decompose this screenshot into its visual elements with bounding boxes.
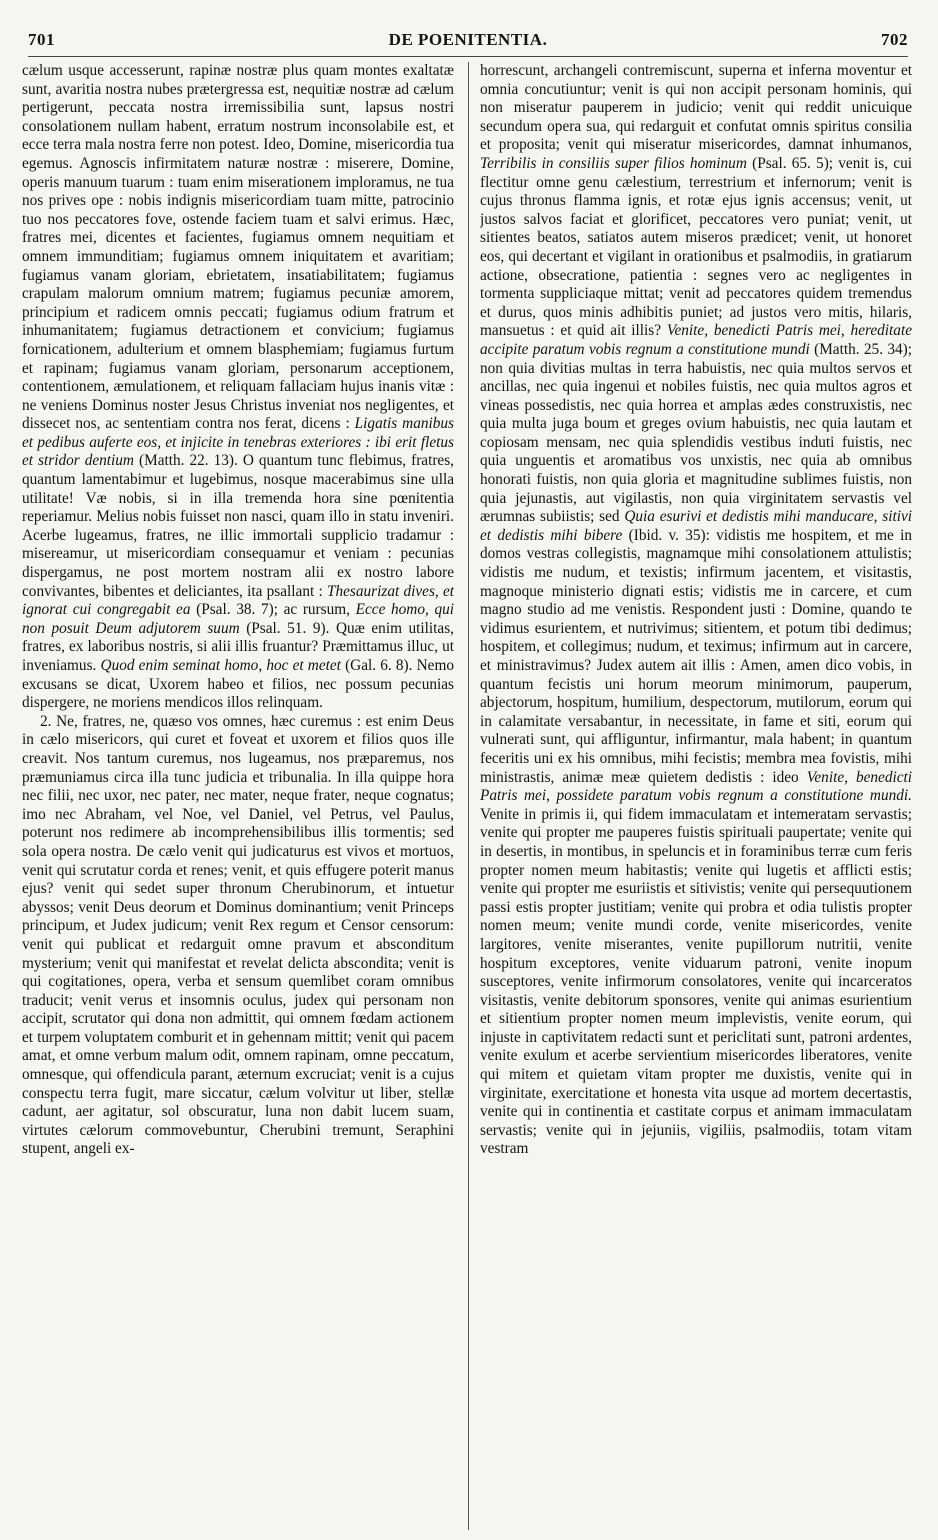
scripture-quote: Quod enim seminat homo, hoc et metet xyxy=(100,657,341,674)
body-text: vidistis me hospitem, et me in domos vestras collegistis, magnamque mihi consolationem attulistis; vidistis me nudum, et texistis; infirmum jacentem, et visitastis, magnoque ministerio dignati estis; vidistis me in carcere, et cum magno studio ad me venistis. Respondent justi : Domine, quando te vidimus esurientem, et nutrivimus; sitientem, et potum tibi dedimus; hospitem, et collegimus; nudum, et teximus; infirmum aut in carcere, et ministravimus? Judex autem ait illis : Amen, amen dico vobis, in quantum fecistis uni horum meorum minimorum, pauperum, abjectorum, hospitum, humilium, despectorum, mutilorum, eorum qui in calamitate versabantur, in necessitate, in fame et siti, eorum qui vulnerati sunt, qui affliguntur, infirmantur, mala habent; in quantum feceritis uni ex his omnibus, mihi fecistis; membra mea fovistis, mihi ministrastis, animæ meæ quietem dedistis : ideo xyxy=(480,526,912,786)
paragraph xyxy=(22,62,454,713)
scripture-reference: (Ibid. v. 35): xyxy=(628,526,710,544)
scripture-reference: (Psal. 65. 5); xyxy=(752,154,834,172)
left-page-number: 701 xyxy=(28,30,55,49)
header-rule xyxy=(28,56,908,57)
scripture-reference: (Psal. 38. 7); ac rursum, xyxy=(196,601,350,619)
body-text: non quia divitias multas in terra habuistis, nec quia multos servos et ancillas, nec quia ingenui et nobiles fuistis, nec quia multos agros et vineas possedistis, nec quia horrea et amplas ædes construxistis, nec quia multa juga boum et greges ovium habuistis, nec quia lautam et copiosam mensam, nec quia splendidis vestibus induti fuistis, nec quia unguentis et aromatibus vos unxistis, nec quia ab omnibus honorati fuistis, non quia gloria et magnitudine sublimes fuistis, non quia jejunastis, aut vigilastis, non quia virginitatem servastis vel ærumnas subiistis; sed xyxy=(480,359,912,526)
paragraph-2: 2. Ne, fratres, ne, quæso vos omnes, hæc curemus : est enim Deus in cælo misericors, qui curet et foveat et uxorem et filios quos ille creavit. Nos tantum curemus, nos lugeamus, nos præparemus, nos præmuniamus circa illa tunc judicia et tribunalia. In illa quippe hora nec filii, nec uxor, nec pater, nec mater, neque frater, neque cognatus; imo nec Abraham, vel Noe, vel Daniel, vel Petrus, vel Paulus, poterunt nos redimere ab incomprehensibilibus illis tormentis; sed sola opera nostra. De cælo venit qui judicaturus est vivos et mortuos, venit qui scrutatur corda et renes; venit, et quis effugere poterit manus ejus? venit qui sedet super thronum Cherubinorum, et intuetur abyssos; venit Deus deorum et Dominus dominantium; venit Princeps principum, et Judex judicum; venit Rex regum et Censor censorum: venit qui publicat et redarguit omne pravum et absconditum mysterium; venit qui manifestat et revelat delicta abscondita; venit is qui cogitationes, opera, verba et sensum quemlibet coram omnibus traducit; venit verus et insomnis oculus, judex qui personam non accipit, scrutator qui dona non admittit, qui omnem fœdam actionem et turpem voluptatem comburit et in gehennam mittit; venit qui pacem amat, et omne verbum malum odit, omnem rapinam, omne peccatum, omnesque, qui offendicula parant, æternum excruciat; venit is a cujus conspectu terra fugit, mare siccatur, cælum volvitur ut liber, stellæ cadunt, aer agitatur, sol obscuratur, luna non dabit lucem suam, virtutes cælorum commovebuntur, Cherubini tremunt, Seraphini stupent, angeli ex- xyxy=(22,712,454,1158)
column-divider xyxy=(468,62,469,1530)
body-text: cælum usque accesserunt, rapinæ nostræ plus quam montes exaltatæ sunt, avaritia nostra nubes prætergressa est, nequitiæ nostræ ad cælum pertigerunt, peccata nostra irremissibilia sunt, lapsus nostri consolationem nullam habent, erratum nostrum inconsolabile est, et ecce terra mala nostra ferre non potest. Ideo, Domine, misericordia tua egemus. Agnoscis infirmitatem naturæ nostræ : miserere, Domine, operis manuum tuarum : tuam enim miserationem imploramus, ne tua nos prives ope : nobis indignis misericordiam tuam mitte, patrocinio tuo nos peccatores fove, ostende faciem tuam et salvi erimus. Hæc, fratres mei, dicentes et facientes, fugiamus omnem nequitiam et omnem immunditiam; fugiamus omnem iniquitatem et avaritiam; fugiamus vanam gloriam, ebrietatem, insatiabilitatem; fugiamus crapulam malorum omnium matrem; fugiamus pecuniæ amorem, principium et radicem omnis peccati; fugiamus odium fratrum et inhumanitatem; fugiamus detractionem et convicium; fugiamus fornicationem, adulterium et omnem blasphemiam; fugiamus furtum et rapinam; fugiamus vanam gloriam, personarum acceptionem, contentionem, æmulationem, et reliquam fallaciam hujus inanis vitæ : ne veniens Dominus noster Jesus Christus inveniat nos negligentes, et dissecet nos, ac sententiam contra nos ferat, dicens : xyxy=(22,62,454,433)
scripture-quote: Ligatis manibus et pedibus auferte eos, et injicite in tenebras exteriores : ibi erit fletus et stridor dentium xyxy=(22,415,454,470)
paragraph xyxy=(480,62,912,1159)
scripture-reference: (Matth. 25. 34); xyxy=(814,340,912,358)
right-page-number: 702 xyxy=(880,30,908,49)
body-text: horrescunt, archangeli contremiscunt, superna et inferna moventur et omnia concutiuntur; venit is qui non accipit personam hominis, qui non miseratur pauperem in judicio; venit qui reddit unicuique secundum opera sua, qui redarguit et confutat omnis spiritus consilia et proposita; venit qui miseratur misericordes, damnat inhumanos, xyxy=(480,62,912,154)
left-column xyxy=(22,62,454,1532)
scripture-quote: Quia esurivi et dedistis mihi manducare, sitivi et dedistis mihi bibere xyxy=(480,508,912,544)
scripture-quote: Venite, benedicti Patris mei, possidete paratum vobis regnum a constitutione mundi. xyxy=(480,768,912,805)
running-header xyxy=(28,30,908,54)
page-title: DE POENITENTIA. xyxy=(388,30,548,49)
right-column xyxy=(480,62,912,1532)
body-text: Quæ enim utilitas, fratres, ex laboribus nostris, si alii illis fruantur? Præmittamus illuc, ut inveniamus. xyxy=(22,619,454,674)
scripture-quote: Ecce homo, qui non posuit Deum adjutorem suum xyxy=(22,601,454,637)
scripture-reference: (Matth. 22. 13). xyxy=(139,452,238,470)
scripture-quote: Terribilis in consiliis super filios hominum xyxy=(480,154,747,172)
body-text: Venite in primis ii, qui fidem immaculatam et intemeratam servastis; venite qui propter me pauperes fuistis spirituali paupertate; venite qui in desertis, in montibus, in speluncis et in foraminibus terræ cum feris propter nomen meum habitastis; venite qui lugetis et afflicti estis; venite qui propter me esuriistis et sitivistis; venite qui persequutionem passi estis propter justitiam; venite qui probra et odia tulistis propter nomen meum; venite mundi corde, venite misericordes, venite largitores, venite miserantes, venite pupillorum nutritii, venite hospitum exceptores, venite viduarum patroni, venite inopum susceptores, venite infirmorum consolatores, venite qui incarceratos visitastis, venite debitorum sponsores, venite qui animas esurientium et sitientium propter nomen meum implevistis, venite eorum, qui injuste in captivitatem redacti sunt et periclitati sunt, patroni ardentes, venite exulum et acerbe servientium misericordes liberatores, venite qui mitem et quietam vitam propter me duxistis, venite qui in virginitate, exercitatione et honesta vita usque ad mortem decertastis, venite qui in continentia et castitate corpus et animam immaculatam servastis; venite qui in jejuniis, vigiliis, psalmodiis, totam vitam vestram xyxy=(480,805,912,1158)
scripture-reference: (Psal. 51. 9). xyxy=(246,619,330,637)
body-text: venit is, cui flectitur omne genu cælestium, terrestrium et infernorum; venit is cujus thronus flamma ignis, et rotæ ejus ignis accensus; venit, ut justos salvos faciat et glorificet, peccatores vero puniat; venit, ut sitientes beatos, satiatos autem miseros prædicet; venit, ut honoret eos, qui decertant et vigilant in orationibus et psalmodiis, in gratiarum actione, obsecratione, patientia : segnes vero ac negligentes in tormenta suppliciaque mittat; venit ad peccatores quidem tremendus et durus, quos minis adhibitis puniet; ad justos vero mitis, hilaris, mansuetus : et quid ait illis? xyxy=(480,154,912,340)
scripture-quote: Thesaurizat dives, et ignorat cui congregabit ea xyxy=(22,582,454,619)
scripture-quote: Venite, benedicti Patris mei, hereditate accipite paratum vobis regnum a constitutione mundi xyxy=(480,322,912,358)
body-text: O quantum tunc flebimus, fratres, quantum lamentabimur et lugebimus, nosque macerabimus sine ulla utilitate! Væ nobis, si in illa tremenda hora sine pœnitentia reperiamur. Melius nobis fuisset non nasci, quam illo in statu inveniri. Acerbe lugeamus, fratres, ne illic immortali supplicio tradamur : misereamur, ut misericordiam consequamur et veniam : pecunias dispergamus, ne post mortem nostram alii ex nostro labore convivantes, bibentes et deliciantes, ita psallant : xyxy=(22,452,454,600)
body-text: Nemo excusans se dicat, Uxorem habeo et filios, nec possum pecunias dispergere, ne moriens mendicos illos relinquam. xyxy=(22,657,454,712)
scripture-reference: (Gal. 6. 8). xyxy=(345,657,413,674)
